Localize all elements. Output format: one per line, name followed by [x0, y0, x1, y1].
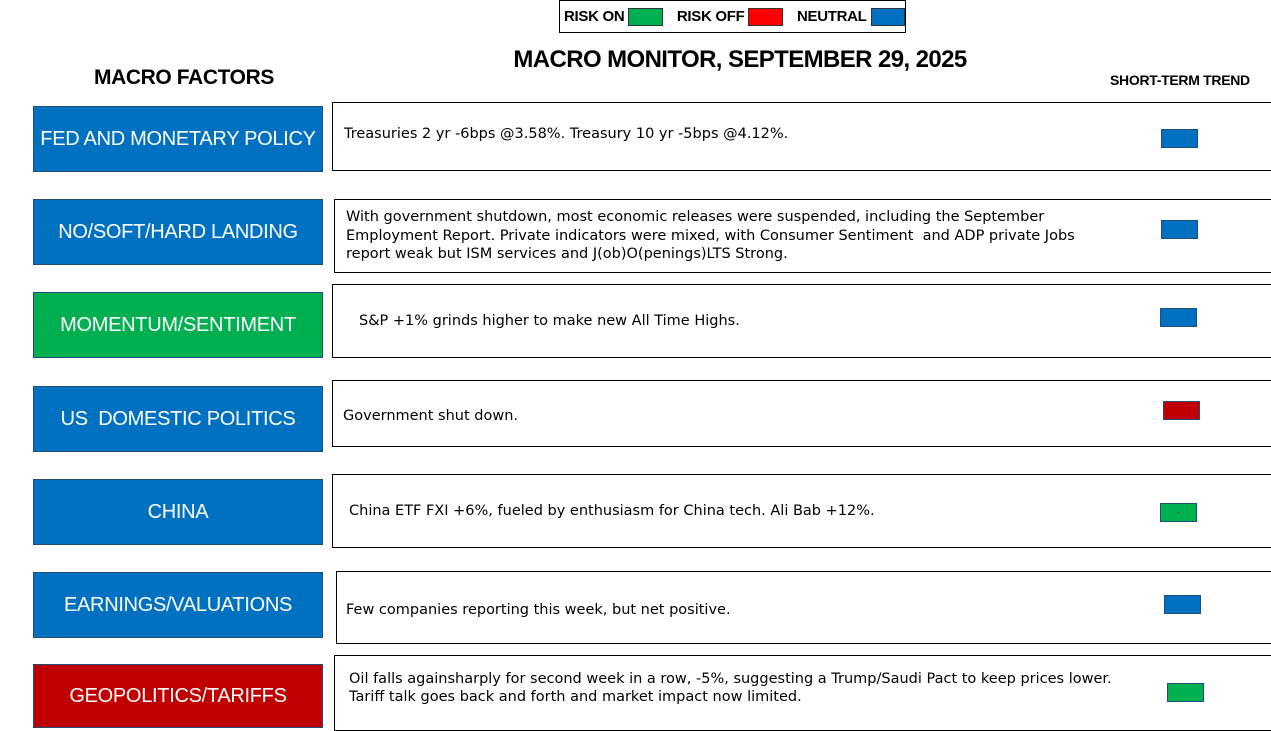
page-title: MACRO MONITOR, SEPTEMBER 29, 2025 — [513, 46, 967, 73]
trend-indicator-china: . — [1160, 503, 1197, 522]
description-text: Few companies reporting this week, but net positive. — [346, 602, 731, 619]
factor-momentum-sentiment: MOMENTUM/SENTIMENT — [33, 292, 323, 358]
factor-geopolitics-tariffs: GEOPOLITICS/TARIFFS — [33, 664, 323, 728]
factor-us-domestic-politics: US DOMESTIC POLITICS — [33, 386, 323, 452]
legend-risk-on-label: RISK ON — [564, 8, 625, 25]
trend-indicator-fed-monetary-policy — [1161, 129, 1198, 148]
description-text: Treasuries 2 yr -6bps @3.58%. Treasury 10 yr -5bps @4.12%. — [344, 126, 789, 143]
legend-risk-on-swatch — [628, 8, 662, 26]
trend-indicator-us-domestic-politics — [1163, 401, 1200, 420]
macro-factors-heading: MACRO FACTORS — [94, 66, 274, 89]
legend-neutral-swatch — [871, 8, 905, 26]
factor-china: CHINA — [33, 479, 323, 545]
description-earnings-valuations — [336, 571, 1271, 644]
legend — [559, 0, 906, 33]
legend-risk-off-swatch — [748, 8, 782, 26]
trend-indicator-momentum-sentiment — [1160, 308, 1197, 327]
description-momentum-sentiment — [332, 284, 1271, 358]
description-us-domestic-politics — [332, 380, 1271, 447]
description-text: Oil falls againsharply for second week in a row, -5%, suggesting a Trump/Saudi Pact to keep prices lower. Tariff talk goes back and forth and market impact now limited. — [349, 670, 1112, 705]
trend-indicator-landing — [1161, 220, 1198, 239]
description-text: Government shut down. — [343, 408, 518, 425]
factor-landing: NO/SOFT/HARD LANDING — [33, 199, 323, 265]
factor-earnings-valuations: EARNINGS/VALUATIONS — [33, 572, 323, 638]
factor-fed-monetary-policy: FED AND MONETARY POLICY — [33, 106, 323, 172]
trend-indicator-earnings-valuations — [1164, 595, 1201, 614]
trend-indicator-geopolitics-tariffs — [1167, 683, 1204, 702]
legend-neutral-label: NEUTRAL — [796, 8, 867, 25]
description-landing — [334, 199, 1271, 273]
description-fed-monetary-policy — [332, 102, 1271, 171]
legend-risk-off-label: RISK OFF — [676, 8, 745, 25]
description-text: S&P +1% grinds higher to make new All Time Highs. — [359, 312, 740, 329]
description-text: China ETF FXI +6%, fueled by enthusiasm for China tech. Ali Bab +12%. — [349, 502, 875, 519]
description-geopolitics-tariffs — [334, 655, 1271, 731]
description-text: With government shutdown, most economic releases were suspended, including the September Employment Report. Private indicators were mixed, with Consumer Sentiment and ADP private Jobs report weak but ISM services and J(ob)O(penings)LTS Strong. — [346, 209, 1075, 263]
description-china — [332, 474, 1271, 548]
short-term-trend-heading: SHORT-TERM TREND — [1110, 72, 1250, 88]
